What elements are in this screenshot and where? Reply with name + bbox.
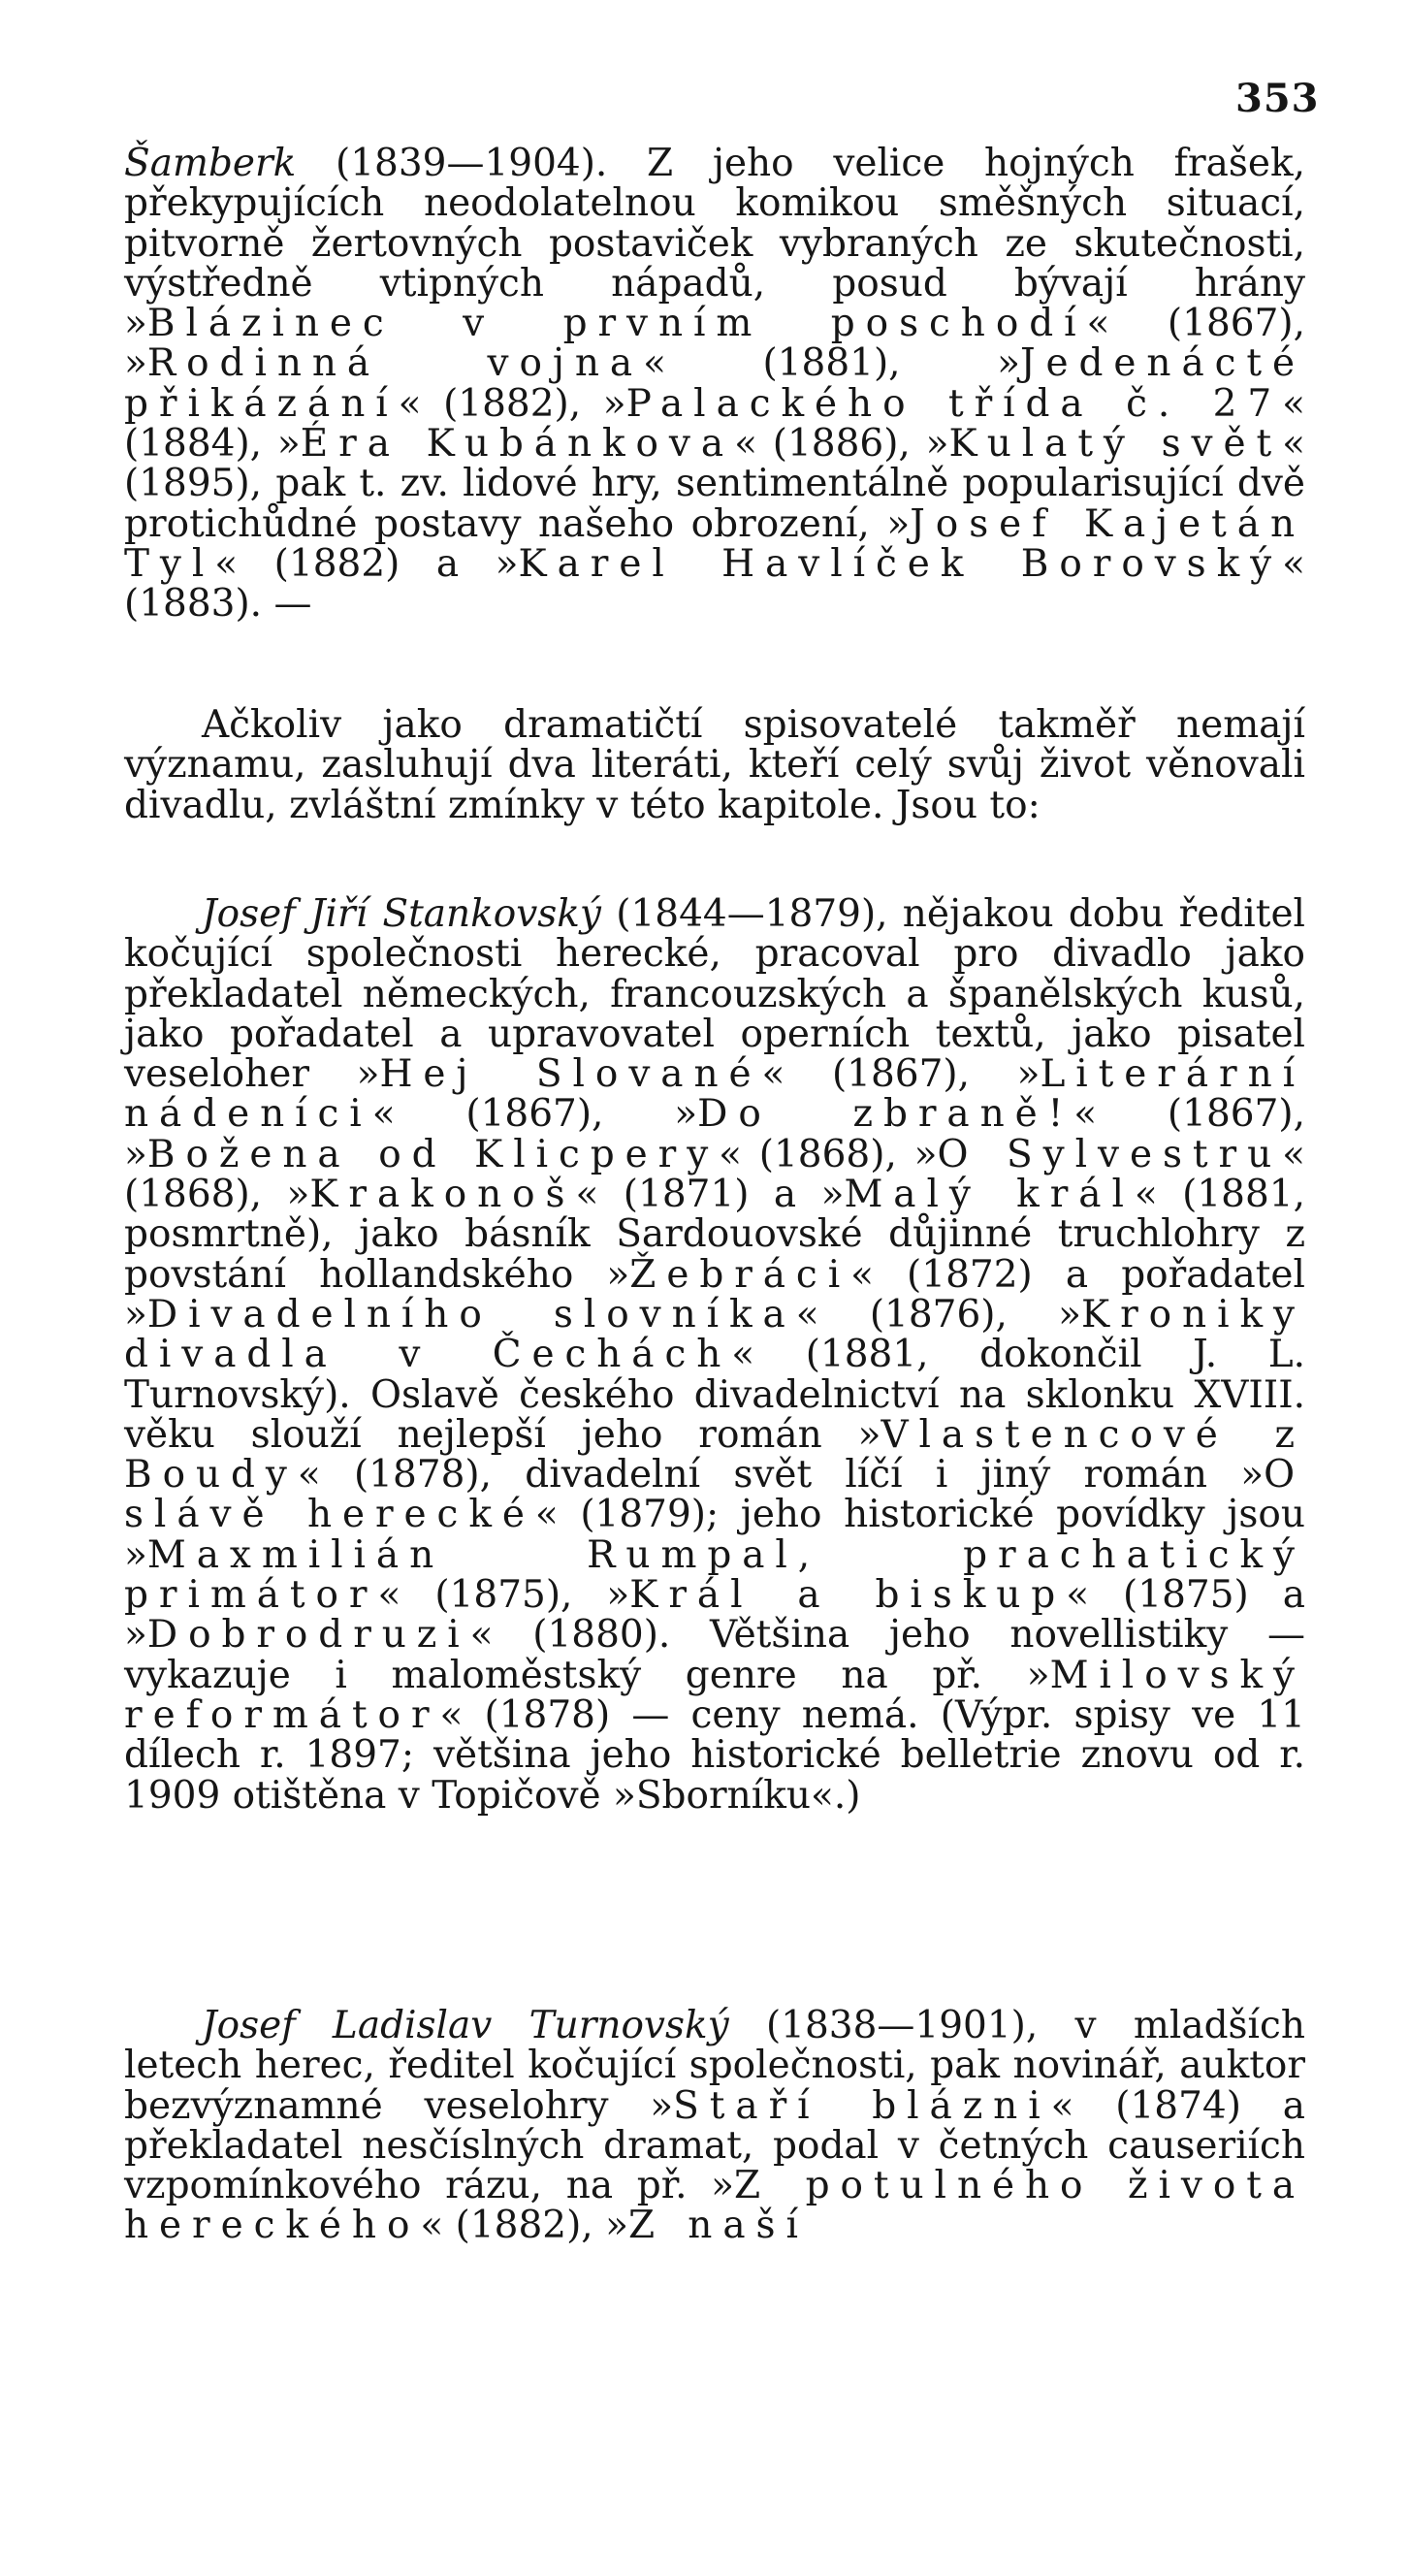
work-title: Josef Kajetán Tyl: [124, 501, 1305, 586]
text-run: « (1881), »: [643, 341, 1020, 386]
work-title: Krakonoš: [309, 1173, 576, 1217]
work-title: Palackého třída č. 27: [625, 381, 1283, 426]
work-title: Divadelního slovníka: [146, 1292, 796, 1336]
work-title: Jedenácté přikázání: [124, 341, 1305, 426]
text-run: « (1882), »: [420, 2204, 628, 2248]
work-title: O slávě herecké: [124, 1453, 1305, 1537]
text-run: « (1879); jeho historické povídky jsou »: [124, 1493, 1306, 1577]
text-run: « (1878) — ceny nemá. (Výpr. spisy ve 11 dílech r. 1897; většina jeho historické belletrie znovu od r. 1909 otištěna v Topičově »Sborníku«.): [124, 1692, 1305, 1818]
author-name: Josef Ladislav Turnovský: [202, 2004, 729, 2047]
text-run: « (1876), »: [795, 1292, 1082, 1336]
text-run: « (1878), divadelní svět líčí i jiný román »: [297, 1453, 1265, 1497]
author-name: Josef Jiří Stankovský: [202, 892, 601, 936]
work-title: Rodinná vojna: [146, 341, 644, 386]
text-run: « (1883). —: [124, 541, 1305, 627]
work-title: Kroniky divadla v Čechách: [124, 1292, 1305, 1377]
text-block-stankovsky: [124, 894, 1305, 1816]
text-run: « (1868), »: [719, 1132, 938, 1176]
text-run: « (1871) a »: [575, 1173, 845, 1217]
paragraph-turnovsky: [124, 2006, 1305, 2246]
text-run: « (1882) a »: [214, 541, 519, 586]
text-run: (1844—1879), nějakou dobu ředitel kočující společnosti herecké, pracoval pro divadlo jako překladatel německých, francouzských a španělských kusů, jako pořadatel a upravovatel operních textů, jako pisatel veseloher »: [124, 892, 1306, 1097]
text-run: « (1867), »: [124, 302, 1305, 386]
text-run: « (1881, dokončil J. L. Turnovský). Oslavě českého divadelnictví na sklonku XVIII. věku slouží nejlepší jeho román »: [124, 1333, 1305, 1457]
work-title: Král a biskup: [629, 1573, 1067, 1618]
work-title: Malý král: [844, 1173, 1135, 1217]
paragraph-samberk: [124, 144, 1305, 625]
text-run: « (1881, posmrtně), jako básník Sardouovské důjinné truchlohry z povstání hollandského »: [124, 1173, 1305, 1297]
work-title: Z naší: [627, 2204, 809, 2248]
work-title: Z potulného života hereckého: [124, 2164, 1305, 2248]
text-run: (1839—1904). Z jeho velice hojných frašek, překypujících neodolatelnou komikou směšných situací, pitvorně žertovných postaviček vybraných ze skutečnosti, výstředně vtipných nápadů, posud bývají hrány »: [124, 142, 1305, 346]
text-run: (1838—1901), v mladších letech herec, ředitel kočující společnosti, pak novinář, auktor bezvýznamné veselohry »: [124, 2004, 1305, 2128]
work-title: Žebráci: [629, 1252, 851, 1297]
page-number: 353: [1235, 76, 1320, 121]
work-title: Vlastencové z Boudy: [124, 1412, 1305, 1497]
paragraph-stankovsky: [124, 894, 1305, 1816]
work-title: Blázinec v prvním poschodí: [146, 302, 1087, 346]
work-title: Dobrodruzi: [146, 1613, 470, 1658]
work-title: Literární nádeníci: [124, 1052, 1306, 1137]
text-run: « (1867), »: [761, 1052, 1041, 1097]
work-title: Kulatý svět: [948, 422, 1283, 467]
text-run: « (1868), »: [124, 1132, 1305, 1217]
work-title: Staří blázni: [673, 2083, 1051, 2128]
author-name: Šamberk: [124, 142, 297, 185]
work-title: O Sylvestru: [937, 1132, 1283, 1176]
text-run: « (1880). Většina jeho novellistiky — vykazuje i maloměstský genre na př. »: [124, 1613, 1305, 1697]
work-title: Hej Slované: [379, 1052, 762, 1097]
work-title: Karel Havlíček Borovský: [518, 541, 1283, 586]
text-run: Ačkoliv jako dramatičtí spisovatelé takměř nemají významu, zasluhují dva literáti, kteří celý svůj život věnovali divadlu, zvláštní zmínky v této kapitole. Jsou to:: [124, 703, 1305, 827]
paragraph-intro: [124, 705, 1305, 825]
text-run: « (1867), »: [371, 1092, 698, 1137]
work-title: Maxmilián Rumpal, prachatický primátor: [124, 1532, 1305, 1618]
work-title: Božena od Klicpery: [146, 1132, 720, 1176]
text-run: « (1872) a pořadatel »: [124, 1252, 1305, 1336]
work-title: Éra Kubánkova: [300, 422, 735, 467]
text-run: « (1886), »: [734, 422, 949, 467]
text-run: « (1867), »: [124, 1092, 1305, 1176]
work-title: Do zbraně!: [697, 1092, 1074, 1137]
text-block-turnovsky: [124, 2006, 1305, 2246]
text-run: « (1875), »: [377, 1573, 630, 1618]
text-run: « (1874) a překladatel nesčíslných dramat, podal v četných causeriích vzpomínkového rázu, na př. »: [124, 2083, 1305, 2208]
text-run: « (1884), »: [124, 381, 1305, 467]
text-run: « (1895), pak t. zv. lidové hry, sentimentálně popularisující dvě protichůdné postavy našeho obrození, »: [124, 422, 1305, 546]
text-run: « (1875) a »: [124, 1573, 1305, 1658]
text-block-samberk: [124, 144, 1305, 625]
work-title: Milovský reformátor: [124, 1653, 1305, 1737]
text-run: « (1882), »: [398, 381, 626, 426]
text-block-intro: [124, 705, 1305, 825]
